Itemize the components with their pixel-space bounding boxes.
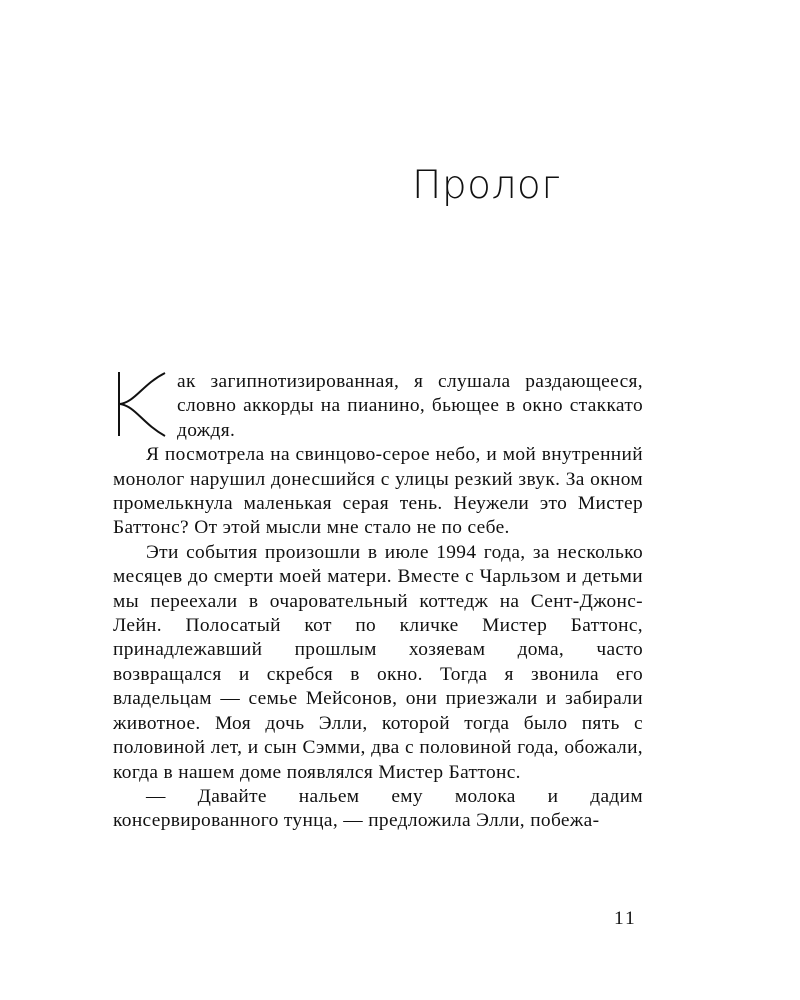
- page-number: 11: [614, 908, 637, 929]
- paragraph-4: — Давайте нальем ему молока и дадим консервированного тунца, — предложила Элли, побежа-: [113, 785, 643, 832]
- paragraph-1: ак загипнотизированная, я слушала раздающееся, словно аккорды на пианино, бьющее в окно стаккато дождя.: [177, 371, 643, 441]
- chapter-title: Пролог: [412, 163, 561, 208]
- chapter-text: [113, 370, 643, 834]
- paragraph-2: Я посмотрела на свинцово-серое небо, и мой внутренний монолог нарушил донесшийся с улицы резкий звук. За окном промелькнула маленькая серая тень. Неужели это Мистер Баттонс? От этой мысли мне стало не по себе.: [113, 444, 643, 539]
- drop-cap-glyph: [113, 370, 169, 438]
- drop-cap: [113, 370, 169, 438]
- paragraph-3: Эти события произошли в июле 1994 года, за несколько месяцев до смерти моей матери. Вместе с Чарльзом и детьми мы переехали в очаровательный коттедж на Сент-Джонс-Лейн. Полосатый кот по кличке Мистер Баттонс, принадлежавший прошлым хозяевам дома, часто возвращался и скребся в окно. Тогда я звонила его владельцам — семье Мейсонов, они приезжали и забирали животное. Моя дочь Элли, которой тогда было пять с половиной лет, и сын Сэмми, два с половиной года, обожали, когда в нашем доме появлялся Мистер Баттонс.: [113, 541, 643, 783]
